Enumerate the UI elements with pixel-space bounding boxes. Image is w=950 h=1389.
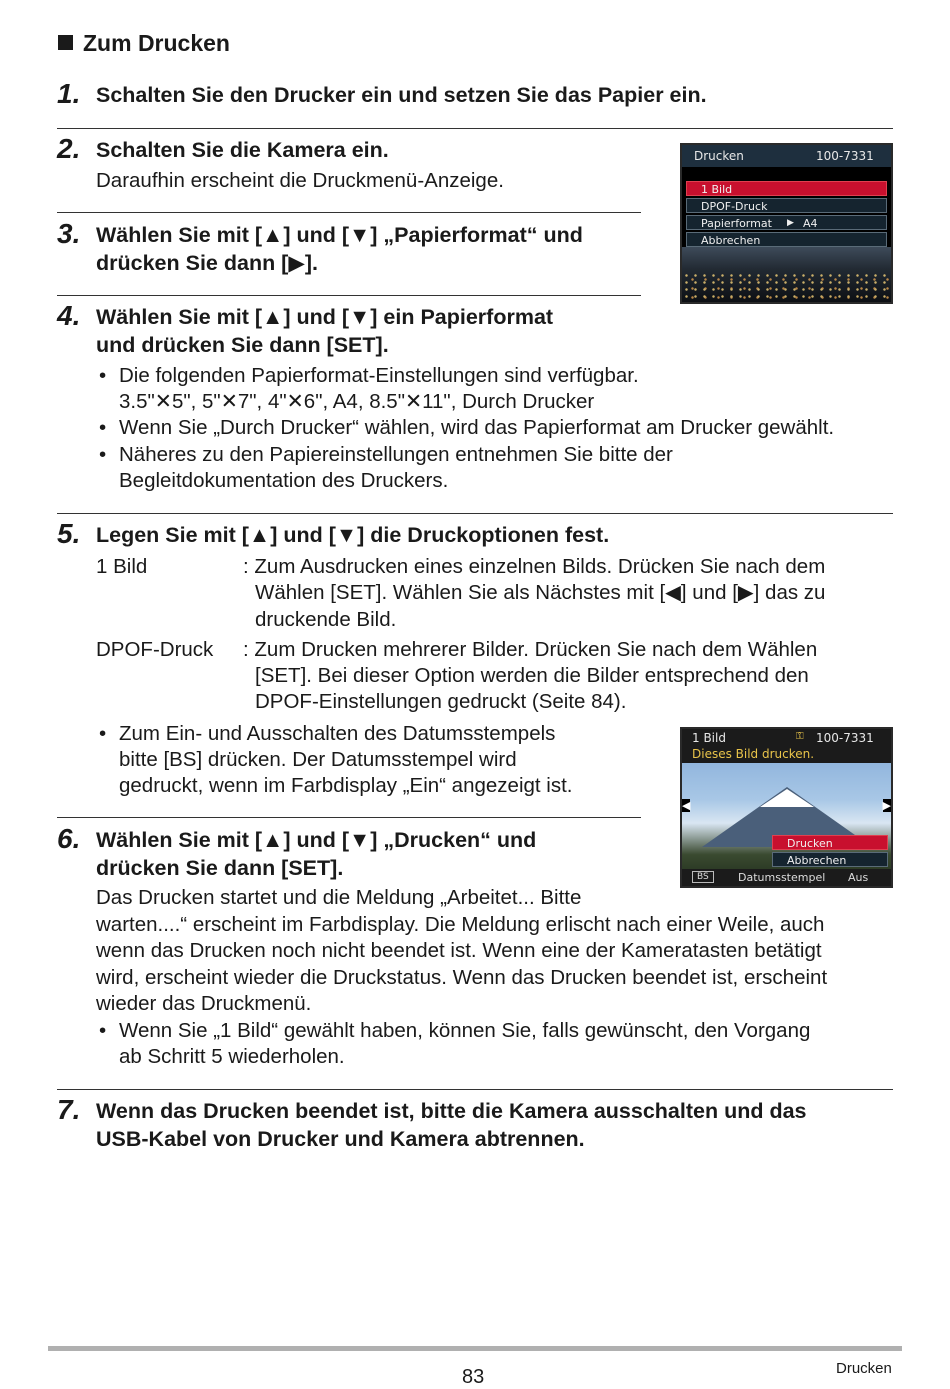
divider	[57, 295, 641, 296]
option-term: 1 Bild	[96, 555, 148, 578]
divider	[57, 212, 641, 213]
step-text: wird, erscheint wieder die Druckstatus. Wenn das Drucken beendet ist, erscheint	[96, 966, 828, 989]
option-desc: DPOF-Einstellungen gedruckt (Seite 84).	[255, 690, 627, 713]
menu-item-abbrechen[interactable]: Abbrechen	[772, 852, 888, 867]
divider	[57, 1089, 893, 1090]
option-desc: druckende Bild.	[255, 608, 397, 631]
divider	[57, 817, 641, 818]
camera-print-image-screen	[680, 727, 893, 888]
screen-subtitle: Dieses Bild drucken.	[692, 747, 815, 761]
step-heading-line: und drücken Sie dann [SET].	[96, 333, 389, 357]
key-icon: ⚿	[796, 731, 804, 742]
bullet-text: • Zum Ein- und Ausschalten des Datumsstempels	[119, 721, 555, 748]
bullet-text: • Näheres zu den Papiereinstellungen entnehmen Sie bitte der	[119, 442, 673, 469]
bullet-text: • Wenn Sie „1 Bild“ gewählt haben, können Sie, falls gewünscht, den Vorgang	[119, 1018, 810, 1045]
snow-cap	[760, 789, 814, 807]
step-heading-line: Wenn das Drucken beendet ist, bitte die Kamera ausschalten und das	[96, 1099, 807, 1123]
screen-header: Drucken 100-7331	[682, 145, 891, 167]
arrow-right-icon: ▶	[787, 218, 794, 228]
bullet-text-cont: bitte [BS] drücken. Der Datumsstempel wird	[119, 748, 517, 771]
step-number: 3.	[57, 218, 81, 249]
menu-item-papierformat[interactable]: Papierformat ▶ A4	[686, 215, 887, 230]
bullet-text-cont: ab Schritt 5 wiederholen.	[119, 1045, 345, 1068]
footer-bar	[48, 1346, 902, 1351]
step-heading-line: Wählen Sie mit [▲] und [▼] „Papierformat“ und	[96, 223, 583, 247]
bullet-text-cont: Begleitdokumentation des Druckers.	[119, 469, 449, 492]
step-number: 6.	[57, 823, 81, 854]
step-heading-line: drücken Sie dann [SET].	[96, 856, 344, 880]
option-desc: : Zum Drucken mehrerer Bilder. Drücken Sie nach dem Wählen	[243, 638, 818, 661]
screen-footer: BS Datumsstempel Aus	[682, 869, 891, 886]
option-desc: [SET]. Bei dieser Option werden die Bilder entsprechend den	[255, 664, 809, 687]
step-heading-line: Wählen Sie mit [▲] und [▼] ein Papierformat	[96, 305, 554, 329]
step-number: 7.	[57, 1094, 81, 1125]
step-number: 1.	[57, 78, 81, 109]
step-number: 4.	[57, 300, 81, 331]
section-title: Zum Drucken	[58, 30, 230, 57]
paper-format-list: 3.5"✕5", 5"✕7", 4"✕6", A4, 8.5"✕11", Durch Drucker	[119, 390, 595, 413]
footer-chapter-label: Drucken	[836, 1360, 892, 1377]
step-heading-line: USB-Kabel von Drucker und Kamera abtrennen.	[96, 1127, 585, 1151]
camera-print-menu-screen	[680, 143, 893, 304]
square-bullet-icon	[58, 35, 73, 50]
step-heading: Legen Sie mit [▲] und [▼] die Druckoptionen fest.	[96, 523, 610, 547]
menu-item-dpof[interactable]: DPOF-Druck	[686, 198, 887, 213]
step-text: Daraufhin erscheint die Druckmenü-Anzeige.	[96, 169, 504, 192]
step-heading-line: drücken Sie dann [▶].	[96, 251, 319, 275]
step-heading-line: Wählen Sie mit [▲] und [▼] „Drucken“ und	[96, 828, 537, 852]
step-text: warten....“ erscheint im Farbdisplay. Die Meldung erlischt nach einer Weile, auch	[96, 913, 825, 936]
menu-item-drucken[interactable]: Drucken	[772, 835, 888, 850]
arrow-left-icon[interactable]: ◀	[682, 799, 691, 812]
option-term: DPOF-Druck	[96, 638, 214, 661]
bullet-text-cont: gedruckt, wenn im Farbdisplay „Ein“ angezeigt ist.	[119, 774, 573, 797]
step-heading: Schalten Sie die Kamera ein.	[96, 138, 389, 162]
menu-item-1-bild[interactable]: 1 Bild	[686, 181, 887, 196]
step-text: Das Drucken startet und die Meldung „Arbeitet... Bitte	[96, 886, 582, 909]
step-text: wieder das Druckmenü.	[96, 992, 312, 1015]
step-heading: Schalten Sie den Drucker ein und setzen Sie das Papier ein.	[96, 83, 707, 107]
step-number: 2.	[57, 133, 81, 164]
city-night-photo	[682, 247, 891, 302]
bs-button-label: BS	[692, 871, 714, 883]
step-number: 5.	[57, 518, 81, 549]
screen-header: 1 Bild ⚿ 100-7331	[682, 729, 891, 763]
menu-item-abbrechen[interactable]: Abbrechen	[686, 232, 887, 247]
page-number: 83	[462, 1366, 485, 1388]
divider	[57, 128, 893, 129]
bullet-text: • Die folgenden Papierformat-Einstellungen sind verfügbar.	[119, 363, 639, 390]
bullet-text: • Wenn Sie „Durch Drucker“ wählen, wird das Papierformat am Drucker gewählt.	[119, 415, 834, 442]
step-text: wenn das Drucken noch nicht beendet ist. Wenn eine der Kameratasten betätigt	[96, 939, 822, 962]
divider	[57, 513, 893, 514]
arrow-right-icon[interactable]: ▶	[882, 799, 891, 812]
option-desc: : Zum Ausdrucken eines einzelnen Bilds. Drücken Sie nach dem	[243, 555, 826, 578]
option-desc: Wählen [SET]. Wählen Sie als Nächstes mit [◀] und [▶] das zu	[255, 581, 826, 604]
